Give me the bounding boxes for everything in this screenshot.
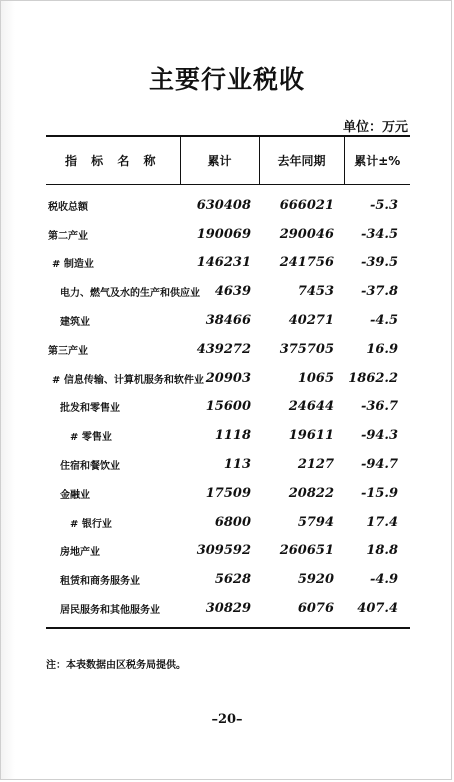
table-header-row <box>46 136 410 185</box>
table-row <box>46 393 410 422</box>
row-name-cell: # 银行业 <box>70 518 112 530</box>
row-change-cell: 18.8 <box>366 543 398 559</box>
row-cumulative-cell: 30829 <box>180 594 259 628</box>
row-cumulative-cell: 630408 <box>196 197 251 213</box>
row-cumulative-cell: 439272 <box>196 341 251 357</box>
page-number: –20– <box>211 712 243 727</box>
row-change-cell: 16.9 <box>366 341 398 357</box>
row-cumulative-cell: 146231 <box>196 255 251 271</box>
row-cumulative-cell: 15600 <box>205 399 251 415</box>
row-name-cell: 电力、燃气及水的生产和供应业 <box>60 288 200 300</box>
row-change-cell: -36.7 <box>360 399 398 415</box>
row-change-cell: -5.3 <box>369 197 398 213</box>
row-name-cell: # 信息传输、计算机服务和软件业 <box>52 374 204 386</box>
row-change-cell: -37.8 <box>360 284 398 300</box>
row-cumulative-cell: 20903 <box>205 370 251 386</box>
table-row <box>46 335 410 364</box>
table-note: 注：本表数据由区税务局提供。 <box>46 660 186 671</box>
row-last-year-cell: 260651 <box>279 543 334 559</box>
table-row <box>46 421 410 450</box>
row-name-cell: 居民服务和其他服务业 <box>46 594 180 628</box>
header-indicator-name: 指 标 名 称 <box>46 136 180 185</box>
table-row <box>46 185 410 220</box>
row-change-cell: -15.9 <box>360 485 398 501</box>
row-name-cell: 金融业 <box>60 489 90 501</box>
row-change-cell: -4.9 <box>369 572 398 588</box>
header-change-percent: 累计±% <box>344 136 410 185</box>
row-last-year-cell: 40271 <box>288 313 334 329</box>
header-last-year: 去年同期 <box>259 136 344 185</box>
row-last-year-cell: 290046 <box>279 226 334 242</box>
table-row <box>46 565 410 594</box>
row-cumulative-cell: 309592 <box>196 543 251 559</box>
row-last-year-cell: 5794 <box>297 514 334 530</box>
row-name-cell: # 制造业 <box>52 259 94 271</box>
table-row <box>46 450 410 479</box>
row-last-year-cell: 2127 <box>297 457 334 473</box>
table-row <box>46 306 410 335</box>
table-body <box>46 185 410 628</box>
row-cumulative-cell: 4639 <box>214 284 251 300</box>
row-cumulative-cell: 5628 <box>214 572 251 588</box>
row-change-cell: -4.5 <box>369 313 398 329</box>
row-last-year-cell: 666021 <box>279 197 334 213</box>
table-row <box>46 594 410 628</box>
row-last-year-cell: 24644 <box>288 399 334 415</box>
row-change-cell: -34.5 <box>360 226 398 242</box>
row-change-cell: -94.7 <box>360 457 398 473</box>
row-change-cell: 1862.2 <box>348 370 398 386</box>
table-row <box>46 508 410 537</box>
row-last-year-cell: 7453 <box>297 284 334 300</box>
row-name-cell: 批发和零售业 <box>60 403 120 415</box>
row-last-year-cell: 6076 <box>259 594 344 628</box>
row-last-year-cell: 375705 <box>279 341 334 357</box>
row-last-year-cell: 19611 <box>288 428 334 444</box>
row-cumulative-cell: 1118 <box>214 428 251 444</box>
table-row <box>46 220 410 249</box>
row-name-cell: 税收总额 <box>48 201 88 213</box>
row-cumulative-cell: 190069 <box>196 226 251 242</box>
table-row <box>46 537 410 566</box>
row-name-cell: 住宿和餐饮业 <box>60 461 120 473</box>
row-name-cell: 第二产业 <box>48 230 88 242</box>
row-name-cell: 租赁和商务服务业 <box>60 576 140 588</box>
row-last-year-cell: 241756 <box>279 255 334 271</box>
row-last-year-cell: 20822 <box>288 485 334 501</box>
row-name-cell: # 零售业 <box>70 432 112 444</box>
row-name-cell: 房地产业 <box>60 547 100 559</box>
row-cumulative-cell: 17509 <box>205 485 251 501</box>
row-cumulative-cell: 38466 <box>205 313 251 329</box>
row-change-cell: -39.5 <box>360 255 398 271</box>
row-change-cell: 407.4 <box>344 594 410 628</box>
row-cumulative-cell: 113 <box>223 457 251 473</box>
page-title: 主要行业税收 <box>148 65 305 94</box>
table-row <box>46 479 410 508</box>
row-cumulative-cell: 6800 <box>214 514 251 530</box>
row-name-cell: 建筑业 <box>60 317 90 329</box>
unit-label: 单位：万元 <box>342 120 408 135</box>
table-row <box>46 364 410 393</box>
row-last-year-cell: 5920 <box>297 572 334 588</box>
table-row <box>46 249 410 278</box>
table-row <box>46 277 410 306</box>
tax-table <box>46 135 410 629</box>
row-name-cell: 第三产业 <box>48 345 88 357</box>
row-change-cell: 17.4 <box>366 514 398 530</box>
row-change-cell: -94.3 <box>360 428 398 444</box>
header-cumulative: 累计 <box>180 136 259 185</box>
row-last-year-cell: 1065 <box>297 370 334 386</box>
